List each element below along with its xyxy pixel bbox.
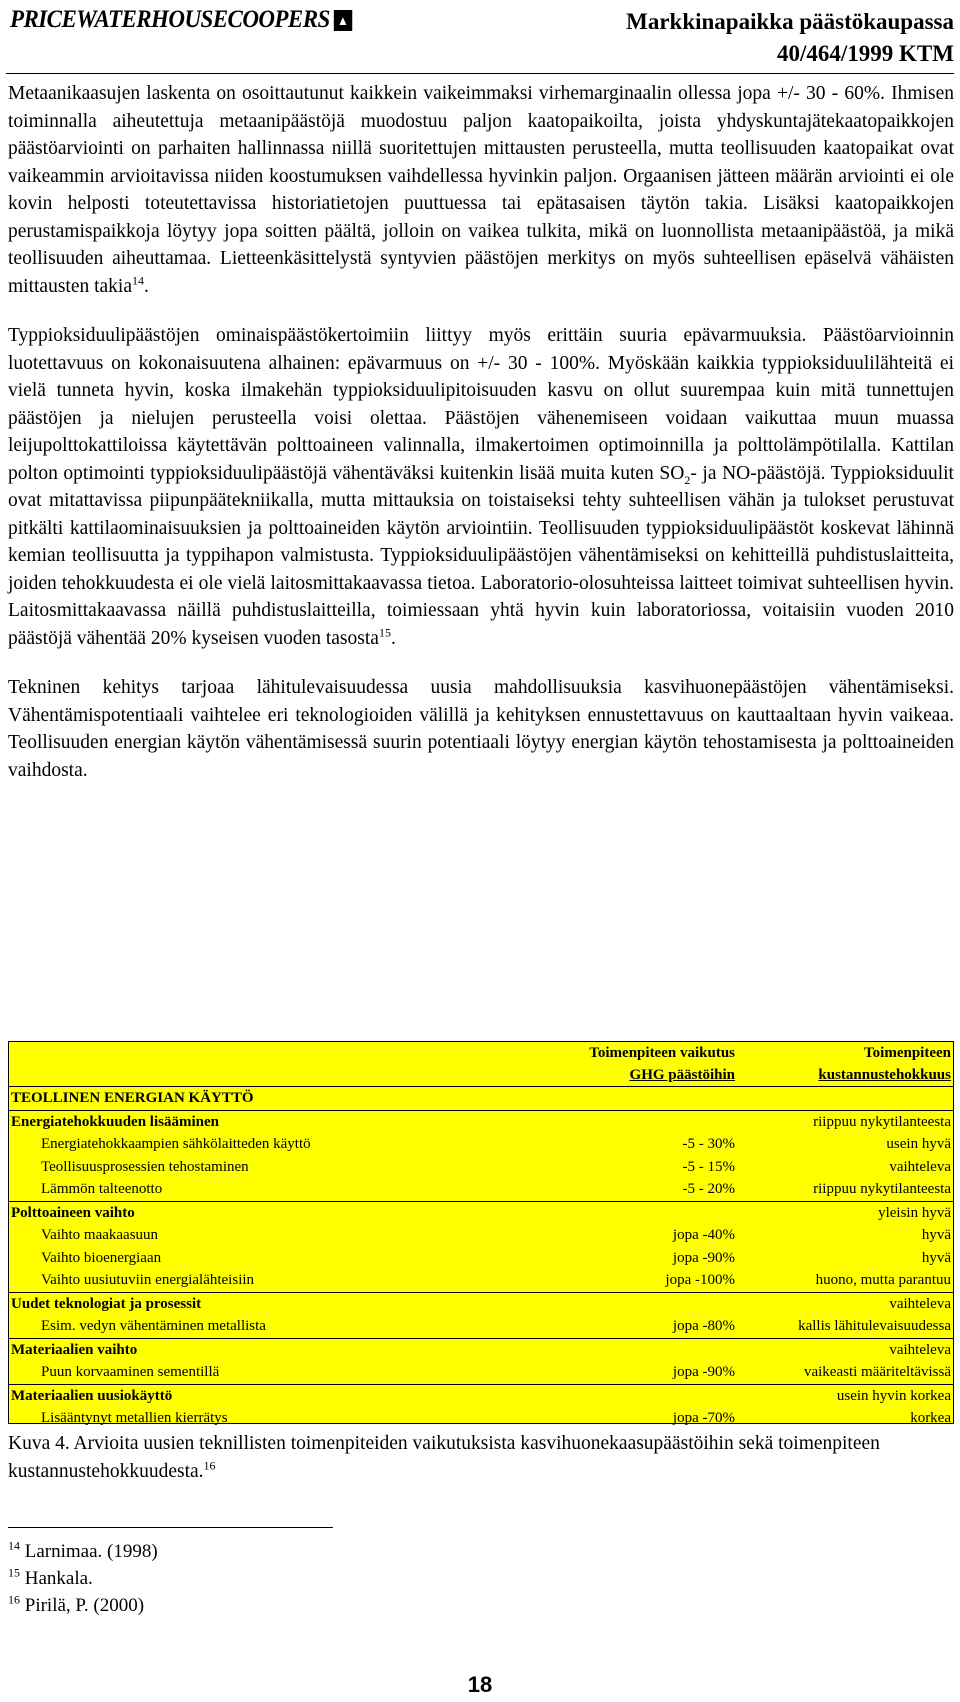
table-row (9, 1315, 953, 1338)
footnote-text: Pirilä, P. (2000) (24, 1595, 145, 1616)
group-cost: yleisin hyvä (741, 1201, 953, 1224)
group-row (9, 1338, 953, 1361)
footnote-ref: 16 (203, 1458, 216, 1473)
paragraph-text: - ja NO-päästöjä. Typpioksiduulit ovat mitattavissa piipunpäätekniikalla, mutta mittauksia on toistaiseksi tehty suhteellisen vähän ja tulokset perustuvat pitkälti kattilaominaisuuksien ja polttoaineiden käytön arviointiin. Teollisuuden typpioksiduulipäästöt koskevat lähinnä kemian teollisuutta ja typpihapon valmistusta. Typpioksiduulipäästöjen vähentämiseksi on kehitteillä puhdistuslaitteita, joiden tehokkuudesta ei ole vielä laitosmittakaavassa tietoa. Laboratorio-olosuhteissa laitteet toimivat suhteellisen hyvin. Laitosmittakaavassa näillä puhdistuslaitteilla, toimiessaan yhtä hyvin kuin laboratoriossa, voitaisiin vuoden 2010 päästöjä vähentää 20% kyseisen vuoden tasosta (8, 462, 954, 649)
group-cost: riippuu nykytilanteesta (741, 1110, 953, 1133)
footnote-text: Larnimaa. (1998) (24, 1541, 158, 1562)
footnote (8, 1565, 158, 1592)
page-number: 18 (467, 1672, 493, 1697)
table-row (9, 1269, 953, 1292)
group-name: Energiatehokkuuden lisääminen (9, 1110, 513, 1133)
paragraph-text: Typpioksiduulipäästöjen ominaispäästökertoimiin liittyy myös erittäin suuria epävarmuuksia. Päästöarvioinnin luotettavuus on kokonaisuutena alhainen: epävarmuus on +/- 30 - 100%. Myöskään kaikkia typpioksiduulilähteitä ei vielä tunneta hyvin, koska ilmakehän typpioksiduulipitoisuuden kasvu on ollut suurempaa kuin mitä tunnettujen päästöjen ja nielujen perusteella voisi olettaa. Päästöjen vähenemiseen voidaan vaikuttaa muun muassa leijupolttokattiloissa käytettävän polttoaineen valinnalla, ilmakertoimen optimoinnilla ja polttolämpötilalla. Kattilan polton optimointi typpioksiduulipäästöjä vähentäväksi kuitenkin lisää muita kuten SO (8, 325, 954, 484)
measure-cell: Vaihto maakaasuun (41, 1227, 159, 1243)
group-name: Materiaalien vaihto (9, 1338, 513, 1361)
caption-text: Kuva 4. Arvioita uusien teknillisten toimenpiteiden vaikutuksista kasvihuonekaasupäästöihin sekä toimenpiteen kustannustehokkuudesta. (8, 1433, 880, 1482)
paragraph-text: Metaanikaasujen laskenta on osoittautunut kaikkein vaikeimmaksi virhemarginaalin ollessa jopa +/- 30 - 60%. Ihmisen toiminnalla aiheutettuja metaanipäästöjä muodostuu paljon kaatopaikoilta, joista yhdyskuntajätekaatopaikkojen päästöarviointi on parhaiten hallinnassa niillä suoritettujen mittausten perusteella, mutta teollisuuden kaatopaikat ovat vaikeammin arvioitavissa niiden koostumuksen vaihdellessa hyvinkin paljon. Orgaanisen jätteen määrän arviointi ei ole kovin helposti toteutettavissa historiatietojen puuttuessa tai epätasaisen täytön takia. Lisäksi kaatopaikkojen perustamispaikkoja löytyy jopa soitten päältä, jolloin on vaikea tulkita, mikä on luonnollista metaanipäästöä, ja mikä teollisuuden aiheuttamaa. Lietteenkäsittelystä syntyvien päästöjen merkitys on myös suhteellisen epäselvä vähäisten mittausten takia (8, 83, 954, 297)
effect-cell: jopa -90% (672, 1249, 735, 1266)
group-cost: vaihteleva (741, 1338, 953, 1361)
effect-cell: -5 - 15% (682, 1158, 735, 1175)
measure-cell: Teollisuusprosessien tehostaminen (41, 1158, 249, 1175)
measure-cell: Esim. vedyn vähentäminen metallista (41, 1318, 266, 1334)
column-header-effect: Toimenpiteen vaikutus (589, 1045, 735, 1061)
measure-cell: Vaihto uusiutuviin energialähteisiin (41, 1272, 255, 1288)
table-row (9, 1407, 953, 1430)
table-row (9, 1178, 953, 1201)
table-row (9, 1133, 953, 1156)
effect-cell: jopa -40% (672, 1227, 735, 1243)
cost-cell: hyvä (921, 1249, 951, 1266)
measure-cell: Lisääntynyt metallien kierrätys (41, 1410, 228, 1426)
paragraph-tail: . (144, 275, 149, 297)
paragraph-nitrous-oxide (8, 322, 954, 652)
table-header-row (9, 1042, 953, 1064)
measure-cell: Energiatehokkaampien sähkölaitteden käyttö (41, 1136, 311, 1152)
cost-cell: huono, mutta parantuu (815, 1272, 951, 1288)
figure-caption (8, 1430, 954, 1486)
footnotes (8, 1538, 158, 1619)
subscript: 2 (684, 472, 691, 487)
page-header (0, 0, 960, 75)
paragraph-methane (8, 80, 954, 300)
footnote-text: Hankala. (24, 1568, 93, 1589)
column-header-effect: GHG päästöihin (629, 1067, 735, 1083)
table-row (9, 1156, 953, 1179)
header-right (626, 6, 954, 70)
header-divider (6, 73, 954, 74)
group-name: Polttoaineen vaihto (9, 1201, 513, 1224)
section-row (9, 1087, 953, 1111)
footnote-ref: 14 (132, 273, 145, 287)
effect-cell: jopa -90% (672, 1364, 735, 1380)
group-cost: usein hyvin korkea (741, 1384, 953, 1407)
footnote-ref: 15 (378, 625, 391, 639)
effect-cell: jopa -70% (672, 1410, 735, 1426)
cost-cell: usein hyvä (886, 1136, 951, 1152)
footnote (8, 1592, 158, 1619)
measure-cell: Lämmön talteenotto (41, 1181, 163, 1197)
cost-cell: korkea (910, 1410, 951, 1426)
group-name: Materiaalien uusiokäyttö (9, 1384, 513, 1407)
paragraph-technology (8, 674, 954, 784)
section-title: TEOLLINEN ENERGIAN KÄYTTÖ (9, 1087, 513, 1111)
group-name: Uudet teknologiat ja prosessit (9, 1292, 513, 1315)
measure-cell: Vaihto bioenergiaan (41, 1249, 162, 1266)
effect-cell: jopa -80% (672, 1318, 735, 1334)
measures-table (8, 1041, 954, 1424)
paragraph-text: Tekninen kehitys tarjoaa lähitulevaisuudessa uusia mahdollisuuksia kasvihuonepäästöjen vähentämiseksi. Vähentämispotentiaali vaihtelee eri teknologioiden välillä ja kehityksen ennustettavuus on kauttaaltaan hyvin vaikeaa. Teollisuuden energian käytön vähentämisessä suurin potentiaali löytyy energian käytön tehostamisesta ja polttoaineiden vaihdosta. (8, 677, 954, 781)
effect-cell: -5 - 20% (682, 1181, 735, 1197)
table-row (9, 1361, 953, 1384)
body-text (8, 80, 954, 806)
group-row (9, 1384, 953, 1407)
table-row (9, 1247, 953, 1270)
cost-cell: riippuu nykytilanteesta (813, 1181, 951, 1197)
table-row (9, 1224, 953, 1247)
group-cost: vaihteleva (741, 1292, 953, 1315)
group-row (9, 1201, 953, 1224)
group-row (9, 1292, 953, 1315)
footnote-number: 16 (8, 1592, 20, 1607)
measure-cell: Puun korvaaminen sementillä (41, 1364, 220, 1380)
cost-cell: hyvä (921, 1227, 951, 1243)
logo-emblem-icon: ▲ (333, 10, 351, 31)
group-row (9, 1110, 953, 1133)
table-header-row (9, 1064, 953, 1087)
paragraph-tail: . (390, 627, 396, 649)
company-logo (10, 6, 352, 34)
cost-cell: kallis lähitulevaisuudessa (798, 1318, 951, 1334)
footnote-number: 14 (8, 1538, 20, 1553)
cost-cell: vaihteleva (889, 1158, 951, 1175)
logo-text: PRICEWATERHOUSECOOPERS (10, 6, 330, 33)
document-title: Markkinapaikka päästökaupassa (626, 9, 954, 34)
footnote-divider (8, 1527, 333, 1528)
footnote-number: 15 (8, 1565, 20, 1580)
effect-cell: -5 - 30% (682, 1136, 735, 1152)
document-code: 40/464/1999 KTM (777, 41, 954, 66)
footnote (8, 1538, 158, 1565)
column-header-cost: kustannustehokkuus (818, 1067, 951, 1083)
column-header-cost: Toimenpiteen (864, 1045, 951, 1061)
effect-cell: jopa -100% (665, 1272, 735, 1288)
cost-cell: vaikeasti määriteltävissä (803, 1364, 951, 1380)
